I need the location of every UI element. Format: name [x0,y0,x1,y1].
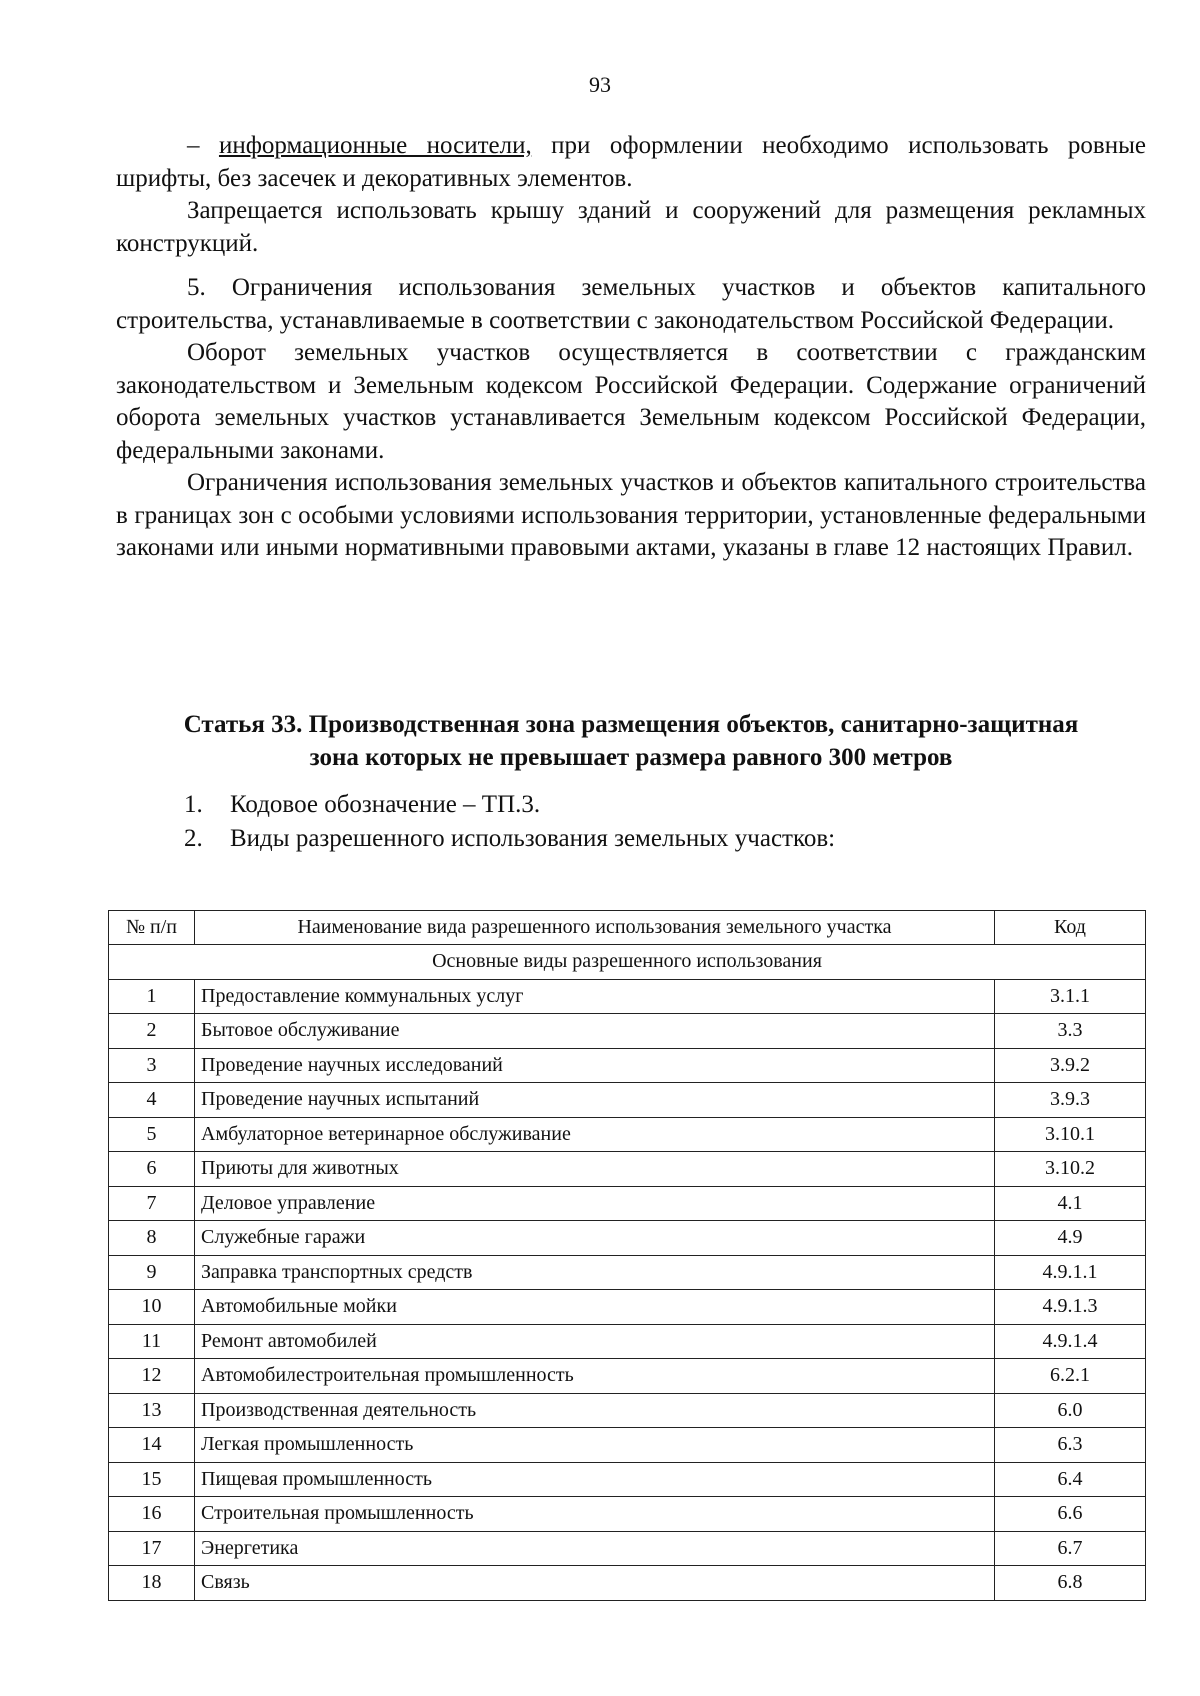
row-code: 3.9.3 [995,1083,1146,1118]
row-name: Ремонт автомобилей [195,1324,995,1359]
table-row [109,1152,1146,1187]
section-label: Основные виды разрешенного использования [109,945,1146,980]
row-num: 4 [109,1083,195,1118]
row-num: 12 [109,1359,195,1394]
table-header-row [109,911,1146,945]
table-section-row [109,945,1146,980]
row-code: 4.1 [995,1186,1146,1221]
row-code: 3.9.2 [995,1048,1146,1083]
row-name: Предоставление коммунальных услуг [195,979,995,1014]
row-num: 6 [109,1152,195,1187]
row-num: 9 [109,1255,195,1290]
row-num: 7 [109,1186,195,1221]
row-name: Заправка транспортных средств [195,1255,995,1290]
table-row [109,1221,1146,1256]
table-row [109,1531,1146,1566]
list-item [184,788,835,822]
section5-para1: Оборот земельных участков осуществляется в соответствии с гражданским законодательством и Земельным кодексом Российской Федерации. Содержание ограничений оборота земельных участков устанавливается Земельным кодексом Российской Федерации, федеральными законами. [116,339,1146,464]
row-name: Энергетика [195,1531,995,1566]
table-row [109,1428,1146,1463]
row-code: 6.3 [995,1428,1146,1463]
header-num: № п/п [109,911,195,945]
list-item-number: 2. [184,825,203,852]
row-name: Легкая промышленность [195,1428,995,1463]
row-name: Связь [195,1566,995,1601]
list-item-number: 1. [184,791,203,818]
row-code: 6.6 [995,1497,1146,1532]
intro-prohibition: Запрещается использовать крышу зданий и сооружений для размещения рекламных конструкций. [116,197,1146,257]
row-num: 17 [109,1531,195,1566]
header-code: Код [995,911,1146,945]
list-item-text: Виды разрешенного использования земельных участков: [230,825,836,852]
row-name: Деловое управление [195,1186,995,1221]
row-num: 16 [109,1497,195,1532]
table-row [109,1014,1146,1049]
row-name: Автомобильные мойки [195,1290,995,1325]
row-name: Пищевая промышленность [195,1462,995,1497]
row-num: 11 [109,1324,195,1359]
land-use-table [108,910,1146,1601]
intro-block [116,130,1146,260]
page-number: 93 [589,72,611,97]
row-code: 6.2.1 [995,1359,1146,1394]
row-name: Амбулаторное ветеринарное обслуживание [195,1117,995,1152]
table-row [109,1255,1146,1290]
section5-heading: 5. Ограничения использования земельных участков и объектов капитального строительства, устанавливаемые в соответствии с законодательством Российской Федерации. [116,274,1146,334]
row-code: 4.9.1.4 [995,1324,1146,1359]
row-code: 6.0 [995,1393,1146,1428]
row-num: 2 [109,1014,195,1049]
row-num: 10 [109,1290,195,1325]
list-item [184,822,835,856]
intro-dash: – [187,132,219,159]
row-num: 15 [109,1462,195,1497]
table-row [109,1359,1146,1394]
row-name: Автомобилестроительная промышленность [195,1359,995,1394]
row-name: Проведение научных исследований [195,1048,995,1083]
row-name: Приюты для животных [195,1152,995,1187]
table-row [109,1324,1146,1359]
table-row [109,1186,1146,1221]
article-numbered-list [184,788,835,856]
row-code: 4.9.1.3 [995,1290,1146,1325]
row-num: 13 [109,1393,195,1428]
row-code: 4.9 [995,1221,1146,1256]
intro-item-rest: при оформлении необходимо использовать ровные шрифты, без засечек и декоративных элементов. [116,132,1146,192]
article-title-line2: зона которых не превышает размера равного 300 метров [309,744,953,771]
table-row [109,1462,1146,1497]
intro-underlined-term: информационные носители, [218,132,532,159]
row-num: 18 [109,1566,195,1601]
table-row [109,1048,1146,1083]
row-num: 14 [109,1428,195,1463]
row-code: 6.7 [995,1531,1146,1566]
row-code: 3.10.1 [995,1117,1146,1152]
row-num: 5 [109,1117,195,1152]
row-code: 3.3 [995,1014,1146,1049]
row-code: 6.4 [995,1462,1146,1497]
row-code: 3.1.1 [995,979,1146,1014]
article-title [116,708,1146,774]
table-row [109,1566,1146,1601]
header-name: Наименование вида разрешенного использования земельного участка [195,911,995,945]
row-name: Служебные гаражи [195,1221,995,1256]
intro-list-item [116,130,1146,195]
row-code: 4.9.1.1 [995,1255,1146,1290]
section5-block [116,272,1146,565]
row-name: Проведение научных испытаний [195,1083,995,1118]
list-item-text: Кодовое обозначение – ТП.3. [230,791,541,818]
row-num: 8 [109,1221,195,1256]
row-code: 6.8 [995,1566,1146,1601]
row-name: Производственная деятельность [195,1393,995,1428]
row-code: 3.10.2 [995,1152,1146,1187]
table-row [109,1083,1146,1118]
table-row [109,1393,1146,1428]
row-name: Строительная промышленность [195,1497,995,1532]
article-title-line1: Статья 33. Производственная зона размещения объектов, санитарно-защитная [183,711,1079,738]
row-num: 1 [109,979,195,1014]
section5-para2: Ограничения использования земельных участков и объектов капитального строительства в границах зон с особыми условиями использования территории, установленные федеральными законами или иными нормативными правовыми актами, указаны в главе 12 настоящих Правил. [116,469,1146,561]
table-row [109,979,1146,1014]
row-name: Бытовое обслуживание [195,1014,995,1049]
row-num: 3 [109,1048,195,1083]
table-row [109,1117,1146,1152]
table-row [109,1290,1146,1325]
table-row [109,1497,1146,1532]
